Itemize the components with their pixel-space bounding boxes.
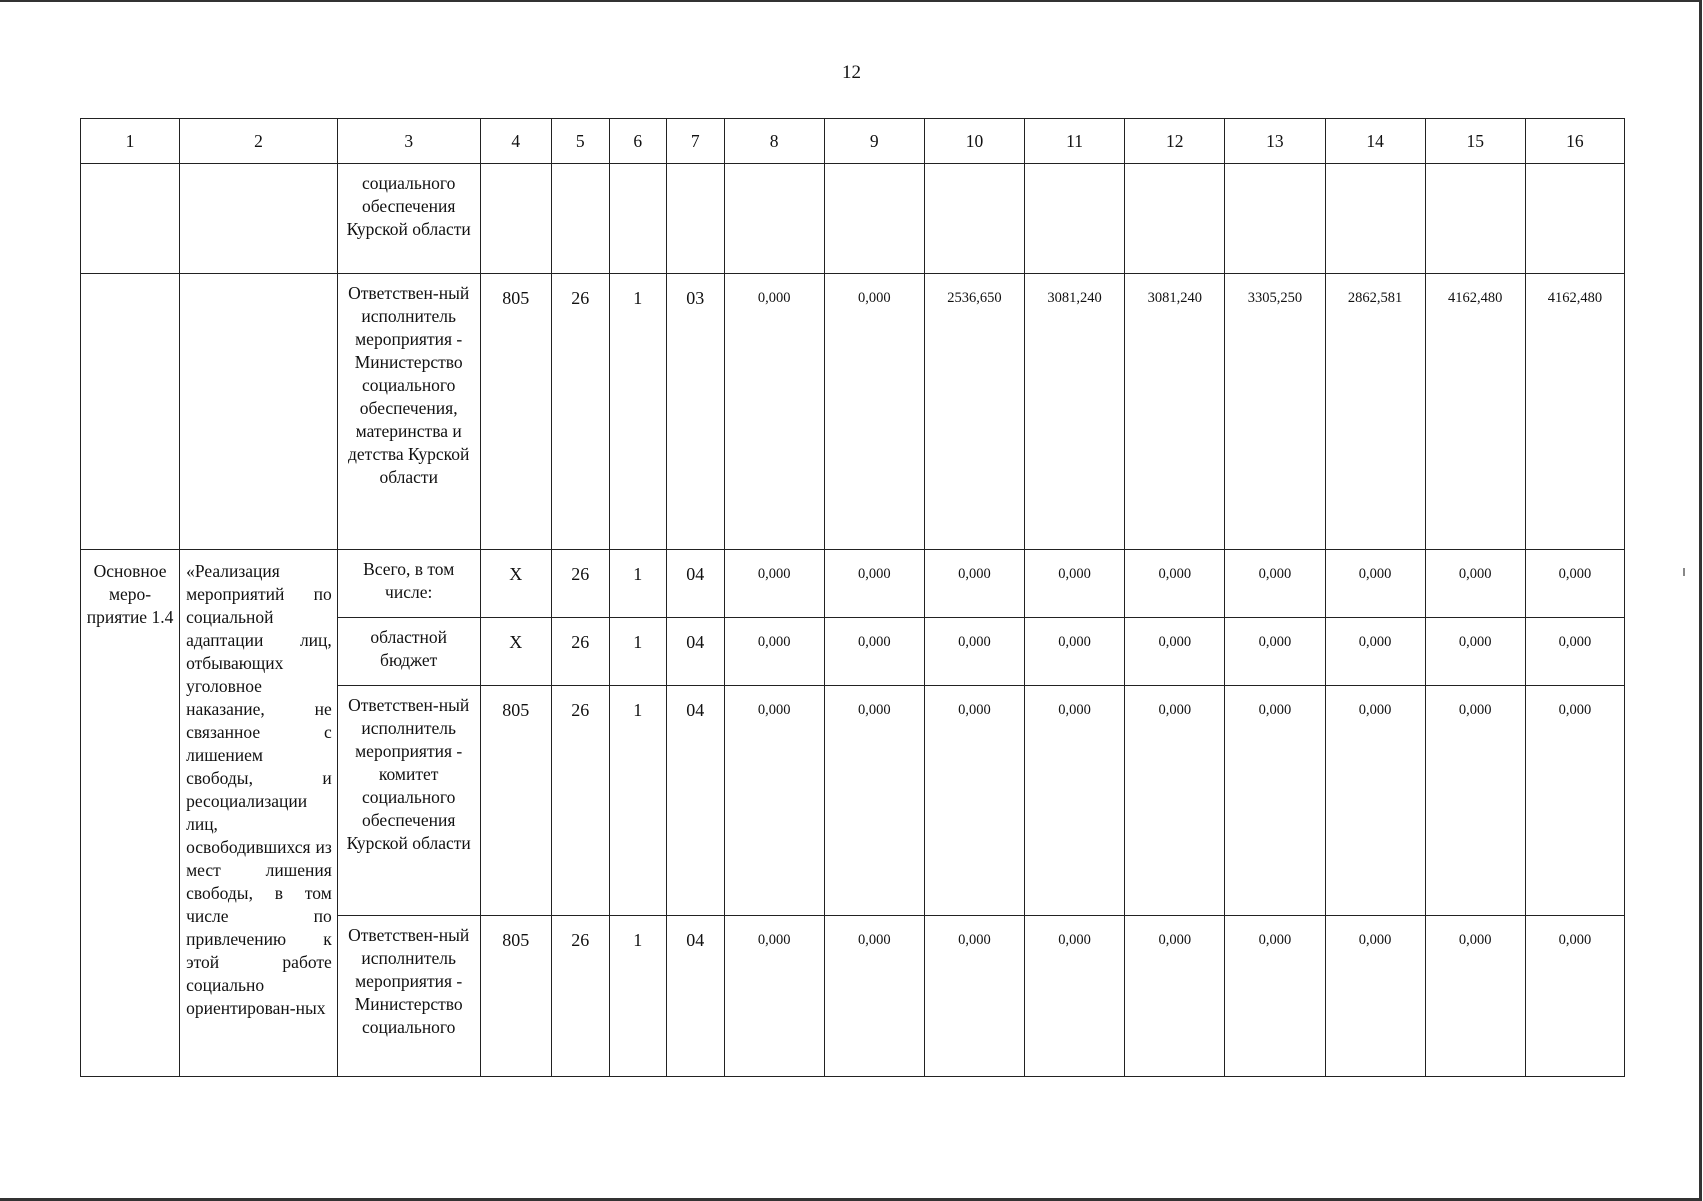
value-cell: 0,000 <box>824 686 924 916</box>
value-cell: 0,000 <box>1425 618 1525 686</box>
activity-description-cell <box>180 164 338 274</box>
column-header: 4 <box>480 119 551 164</box>
value-cell: 0,000 <box>1425 686 1525 916</box>
code-cell: 04 <box>667 550 725 618</box>
value-cell: 0,000 <box>924 686 1024 916</box>
value-cell: 0,000 <box>1025 550 1125 618</box>
column-header: 14 <box>1325 119 1425 164</box>
column-header: 9 <box>824 119 924 164</box>
code-cell: 26 <box>551 618 609 686</box>
activity-description-cell <box>180 274 338 550</box>
activity-description: «Реализация мероприятий по социальной адаптации лиц, отбывающих уголовное наказание, не связанное с лишением свободы, и ресоциализации лиц, освободившихся из мест лишения свободы, в том числе по привлечению к этой работе социально ориентирован-ных <box>180 550 338 1077</box>
code-cell: 03 <box>667 274 725 550</box>
column-header: 8 <box>724 119 824 164</box>
code-cell: 26 <box>551 686 609 916</box>
code-cell: 1 <box>609 618 667 686</box>
code-cell: 04 <box>667 618 725 686</box>
executor-cell: Ответствен-ный исполнитель мероприятия - комитет социального обеспечения Курской области <box>337 686 480 916</box>
column-header: 5 <box>551 119 609 164</box>
value-cell: 0,000 <box>1525 916 1624 1077</box>
value-cell <box>724 164 824 274</box>
code-cell <box>609 164 667 274</box>
code-cell: 26 <box>551 274 609 550</box>
column-header: 16 <box>1525 119 1624 164</box>
value-cell <box>1125 164 1225 274</box>
executor-cell: областной бюджет <box>337 618 480 686</box>
value-cell: 3081,240 <box>1025 274 1125 550</box>
value-cell: 0,000 <box>824 916 924 1077</box>
column-header: 15 <box>1425 119 1525 164</box>
value-cell: 0,000 <box>724 274 824 550</box>
column-number-row <box>81 119 1625 164</box>
value-cell <box>1025 164 1125 274</box>
value-cell: 0,000 <box>824 550 924 618</box>
column-header: 3 <box>337 119 480 164</box>
code-cell <box>551 164 609 274</box>
value-cell: 3081,240 <box>1125 274 1225 550</box>
value-cell: 0,000 <box>1125 916 1225 1077</box>
table-row <box>81 550 1625 618</box>
value-cell <box>1325 164 1425 274</box>
value-cell: 4162,480 <box>1425 274 1525 550</box>
executor-cell: социального обеспечения Курской области <box>337 164 480 274</box>
value-cell: 0,000 <box>724 550 824 618</box>
executor-cell: Ответствен-ный исполнитель мероприятия - Министерство социального обеспечения, материнства и детства Курской области <box>337 274 480 550</box>
page-number: 12 <box>842 62 861 83</box>
code-cell <box>480 164 551 274</box>
code-cell: 04 <box>667 686 725 916</box>
code-cell: 1 <box>609 274 667 550</box>
value-cell <box>1525 164 1624 274</box>
value-cell: 0,000 <box>1225 686 1325 916</box>
value-cell: 0,000 <box>924 618 1024 686</box>
code-cell: 26 <box>551 550 609 618</box>
value-cell: 2536,650 <box>924 274 1024 550</box>
value-cell: 0,000 <box>1025 686 1125 916</box>
value-cell: 0,000 <box>1325 686 1425 916</box>
column-header: 10 <box>924 119 1024 164</box>
value-cell: 0,000 <box>1225 550 1325 618</box>
value-cell: 0,000 <box>1225 618 1325 686</box>
value-cell: 0,000 <box>1425 916 1525 1077</box>
value-cell: 0,000 <box>1125 550 1225 618</box>
value-cell: 0,000 <box>924 550 1024 618</box>
table-row <box>81 164 1625 274</box>
value-cell <box>824 164 924 274</box>
column-header: 1 <box>81 119 180 164</box>
value-cell: 0,000 <box>1525 550 1624 618</box>
column-header: 2 <box>180 119 338 164</box>
value-cell <box>924 164 1024 274</box>
activity-label: Основное меро-приятие 1.4 <box>81 550 180 1077</box>
value-cell: 0,000 <box>824 274 924 550</box>
value-cell: 0,000 <box>1425 550 1525 618</box>
code-cell: 1 <box>609 550 667 618</box>
column-header: 13 <box>1225 119 1325 164</box>
value-cell: 0,000 <box>1525 686 1624 916</box>
code-cell: 805 <box>480 916 551 1077</box>
value-cell: 0,000 <box>724 686 824 916</box>
column-header: 12 <box>1125 119 1225 164</box>
value-cell: 0,000 <box>1225 916 1325 1077</box>
value-cell: 0,000 <box>1125 618 1225 686</box>
value-cell: 0,000 <box>1125 686 1225 916</box>
activity-label-cell <box>81 274 180 550</box>
code-cell: 26 <box>551 916 609 1077</box>
value-cell: 4162,480 <box>1525 274 1624 550</box>
budget-table <box>80 118 1625 1077</box>
value-cell: 2862,581 <box>1325 274 1425 550</box>
code-cell: 1 <box>609 686 667 916</box>
scan-artifact <box>1683 568 1685 576</box>
value-cell: 0,000 <box>1325 916 1425 1077</box>
value-cell: 0,000 <box>1325 550 1425 618</box>
code-cell: X <box>480 618 551 686</box>
code-cell: X <box>480 550 551 618</box>
code-cell: 805 <box>480 274 551 550</box>
code-cell: 04 <box>667 916 725 1077</box>
value-cell: 0,000 <box>1025 916 1125 1077</box>
executor-cell: Ответствен-ный исполнитель мероприятия - Министерство социального <box>337 916 480 1077</box>
value-cell <box>1425 164 1525 274</box>
code-cell: 1 <box>609 916 667 1077</box>
value-cell: 3305,250 <box>1225 274 1325 550</box>
code-cell <box>667 164 725 274</box>
column-header: 7 <box>667 119 725 164</box>
value-cell: 0,000 <box>724 916 824 1077</box>
code-cell: 805 <box>480 686 551 916</box>
activity-label-cell <box>81 164 180 274</box>
value-cell: 0,000 <box>824 618 924 686</box>
value-cell <box>1225 164 1325 274</box>
column-header: 6 <box>609 119 667 164</box>
table-row <box>81 274 1625 550</box>
value-cell: 0,000 <box>1025 618 1125 686</box>
value-cell: 0,000 <box>724 618 824 686</box>
value-cell: 0,000 <box>1525 618 1624 686</box>
value-cell: 0,000 <box>1325 618 1425 686</box>
executor-cell: Всего, в том числе: <box>337 550 480 618</box>
value-cell: 0,000 <box>924 916 1024 1077</box>
column-header: 11 <box>1025 119 1125 164</box>
